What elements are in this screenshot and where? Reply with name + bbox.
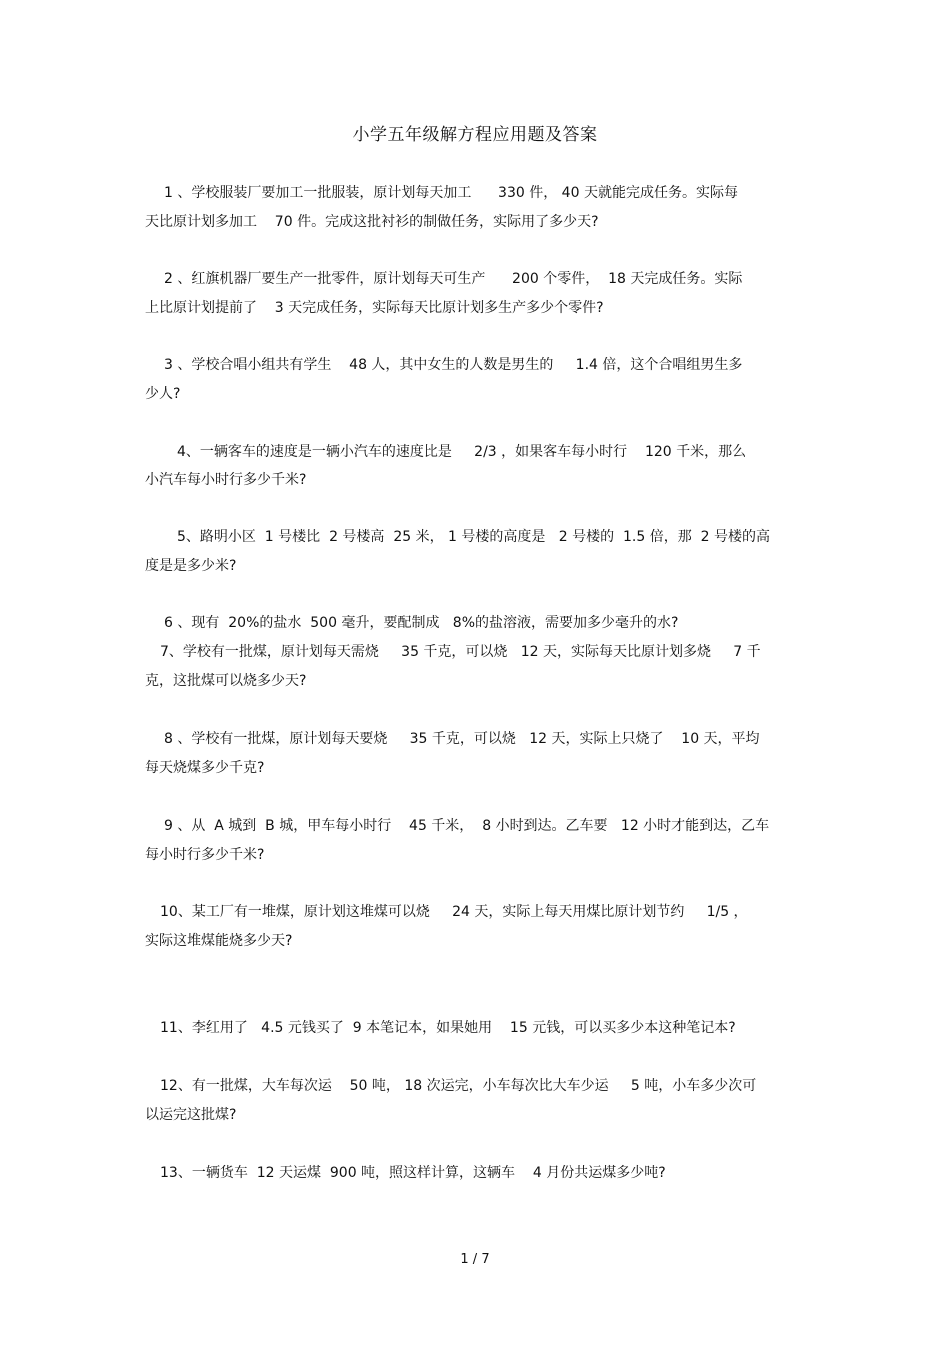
question-4-line-2: 小汽车每小时行多少千米? (145, 472, 307, 488)
question-12-line-2: 以运完这批煤? (145, 1107, 237, 1123)
question-9-line-2: 每小时行多少千米? (145, 847, 265, 863)
page-number: 1 / 7 (460, 1252, 490, 1267)
question-4-line-1: 4、一辆客车的速度是一辆小汽车的速度比是 2/3 ，如果客车每小时行 120 千米，那么 (177, 444, 747, 460)
question-2-line-1: 2 、红旗机器厂要生产一批零件，原计划每天可生产 200 个零件， 18 天完成任务。实际 (164, 271, 743, 287)
question-7-line-1: 7、学校有一批煤，原计划每天需烧 35 千克，可以烧 12 天，实际每天比原计划多烧 7 千 (160, 644, 761, 660)
question-1-line-2: 天比原计划多加工 70 件。完成这批衬衫的制做任务，实际用了多少天? (145, 214, 599, 230)
question-5-line-1: 5、路明小区 1 号楼比 2 号楼高 25 米， 1 号楼的高度是 2 号楼的 1.5 倍，那 2 号楼的高 (177, 529, 770, 545)
question-3-line-2: 少人? (145, 386, 181, 402)
question-9-line-1: 9 、从 A 城到 B 城，甲车每小时行 45 千米， 8 小时到达。乙车要 12 小时才能到达，乙车 (164, 818, 770, 834)
question-13-line-1: 13、一辆货车 12 天运煤 900 吨，照这样计算，这辆车 4 月份共运煤多少吨? (160, 1165, 666, 1181)
question-10-line-1: 10、某工厂有一堆煤，原计划这堆煤可以烧 24 天，实际上每天用煤比原计划节约 1/5 ， (160, 904, 748, 920)
question-10-line-2: 实际这堆煤能烧多少天? (145, 933, 293, 949)
question-8-line-1: 8 、学校有一批煤，原计划每天要烧 35 千克，可以烧 12 天，实际上只烧了 10 天，平均 (164, 731, 760, 747)
question-3-line-1: 3 、学校合唱小组共有学生 48 人，其中女生的人数是男生的 1.4 倍，这个合唱组男生多 (164, 357, 743, 373)
question-6-line-1: 6 、现有 20%的盐水 500 毫升，要配制成 8%的盐溶液，需要加多少毫升的水? (164, 615, 679, 631)
question-12-line-1: 12、有一批煤，大车每次运 50 吨， 18 次运完，小车每次比大车少运 5 吨，小车多少次可 (160, 1078, 757, 1094)
question-5-line-2: 度是是多少米? (145, 558, 237, 574)
question-8-line-2: 每天烧煤多少千克? (145, 760, 265, 776)
question-2-line-2: 上比原计划提前了 3 天完成任务，实际每天比原计划多生产多少个零件? (145, 300, 604, 316)
question-11-line-1: 11、李红用了 4.5 元钱买了 9 本笔记本，如果她用 15 元钱，可以买多少本这种笔记本? (160, 1020, 736, 1036)
page-title: 小学五年级解方程应用题及答案 (352, 125, 598, 145)
question-7-line-2: 克，这批煤可以烧多少天? (145, 673, 307, 689)
question-1-line-1: 1 、学校服装厂要加工一批服装，原计划每天加工 330 件， 40 天就能完成任务。实际每 (164, 185, 738, 201)
